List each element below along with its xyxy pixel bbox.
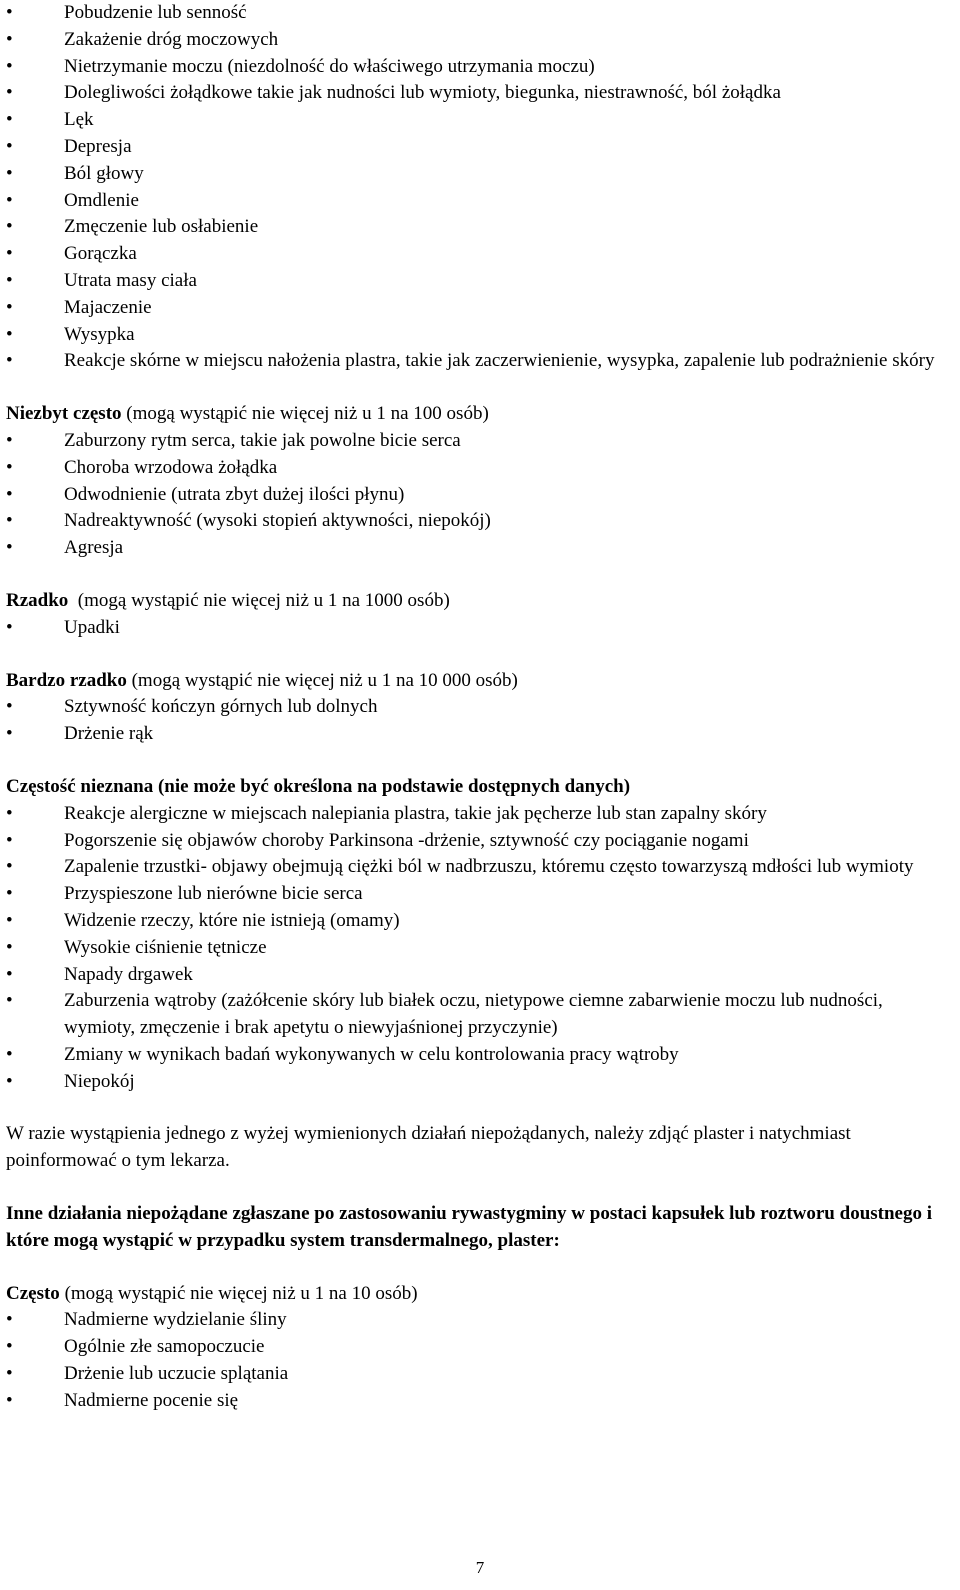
list-common	[6, 1307, 954, 1414]
bullet-icon: •	[6, 936, 13, 958]
warning-paragraph: W razie wystąpienia jednego z wyżej wymienionych działań niepożądanych, należy zdjąć plaster i natychmiast poinformować o tym lekarza.	[6, 1123, 851, 1172]
bullet-icon: •	[6, 350, 13, 372]
list-unknown	[6, 801, 954, 1096]
list-item	[6, 962, 954, 989]
list-item	[6, 508, 954, 535]
bullet-icon: •	[6, 829, 13, 851]
list-item-text: Ogólnie złe samopoczucie	[64, 1336, 265, 1358]
bullet-icon: •	[6, 456, 13, 478]
bullet-icon: •	[6, 723, 13, 745]
list-item-text: Pobudzenie lub senność	[64, 2, 247, 23]
bullet-icon: •	[6, 909, 13, 931]
list-item	[6, 1361, 954, 1388]
bullet-icon: •	[6, 1309, 13, 1331]
list-item-text: Zmiany w wynikach badań wykonywanych w celu kontrolowania pracy wątroby	[64, 1043, 679, 1065]
list-item-text: Choroba wrzodowa żołądka	[64, 456, 278, 478]
list-item-text: Zapalenie trzustki- objawy obejmują ciężki ból w nadbrzuszu, któremu często towarzyszą mdłości lub wymioty	[64, 856, 914, 878]
list-item	[6, 988, 954, 1042]
bullet-icon: •	[6, 162, 13, 184]
bullet-icon: •	[6, 135, 13, 157]
list-item	[6, 721, 954, 748]
list-very-rare	[6, 694, 954, 748]
list-item-text: Reakcje skórne w miejscu nałożenia plastra, takie jak zaczerwienienie, wysypka, zapalenie lub podrażnienie skóry	[64, 350, 935, 372]
bullet-icon: •	[6, 802, 13, 824]
bullet-icon: •	[6, 1070, 13, 1092]
list-item-text: Sztywność kończyn górnych lub dolnych	[64, 696, 378, 718]
bullet-icon: •	[6, 537, 13, 559]
list-item-text: Zaburzenia wątroby (zażółcenie skóry lub białek oczu, nietypowe ciemne zabarwienie moczu lub nudności, wymioty, zmęczenie i brak apetytu o niewyjaśnionej przyczynie)	[64, 990, 883, 1039]
list-item	[6, 0, 954, 27]
page-number: 7	[475, 1558, 485, 1577]
list-item	[6, 80, 954, 107]
list-item	[6, 1042, 954, 1069]
list-item	[6, 535, 954, 562]
bullet-icon: •	[6, 696, 13, 718]
bullet-icon: •	[6, 1363, 13, 1385]
document-body	[6, 0, 954, 1415]
list-item-text: Dolegliwości żołądkowe takie jak nudności lub wymioty, biegunka, niestrawność, ból żołądka	[64, 82, 781, 104]
list-item	[6, 161, 954, 188]
list-item	[6, 268, 954, 295]
list-item	[6, 1334, 954, 1361]
list-item-text: Upadki	[64, 616, 120, 638]
list-item-text: Przyspieszone lub nierówne bicie serca	[64, 883, 363, 905]
list-item	[6, 295, 954, 322]
list-item-text: Zaburzony rytm serca, takie jak powolne bicie serca	[64, 429, 461, 451]
list-item	[6, 801, 954, 828]
list-item	[6, 455, 954, 482]
list-item	[6, 54, 954, 81]
bullet-icon: •	[6, 323, 13, 345]
list-item-text: Nadmierne wydzielanie śliny	[64, 1309, 287, 1331]
list-item	[6, 348, 954, 375]
list-item-text: Depresja	[64, 135, 132, 157]
list-item	[6, 27, 954, 54]
list-rare	[6, 615, 954, 642]
bullet-icon: •	[6, 269, 13, 291]
heading-unknown: Częstość nieznana (nie może być określona na podstawie dostępnych danych)	[6, 775, 631, 797]
bullet-icon: •	[6, 1336, 13, 1358]
list-item	[6, 694, 954, 721]
bullet-icon: •	[6, 28, 13, 50]
bullet-icon: •	[6, 296, 13, 318]
list-uncommon	[6, 428, 954, 562]
list-item-text: Utrata masy ciała	[64, 269, 197, 291]
bullet-icon: •	[6, 883, 13, 905]
list-item	[6, 214, 954, 241]
bullet-icon: •	[6, 55, 13, 77]
list-item-text: Agresja	[64, 537, 124, 559]
bullet-icon: •	[6, 510, 13, 532]
list-item-text: Nadreaktywność (wysoki stopień aktywności, niepokój)	[64, 510, 491, 532]
bullet-icon: •	[6, 82, 13, 104]
list-item-text: Zakażenie dróg moczowych	[64, 28, 279, 50]
bullet-icon: •	[6, 616, 13, 638]
list-item-text: Drżenie rąk	[64, 723, 154, 745]
bullet-icon: •	[6, 109, 13, 131]
heading-very-rare: Bardzo rzadko (mogą wystąpić nie więcej niż u 1 na 10 000 osób)	[6, 669, 518, 691]
list-item-text: Nietrzymanie moczu (niezdolność do właściwego utrzymania moczu)	[64, 55, 595, 77]
bullet-icon: •	[6, 963, 13, 985]
list-item	[6, 1388, 954, 1415]
list-item-text: Majaczenie	[64, 296, 152, 318]
bullet-icon: •	[6, 429, 13, 451]
list-top	[6, 0, 954, 375]
heading-common: Często (mogą wystąpić nie więcej niż u 1 na 10 osób)	[6, 1282, 418, 1304]
list-item-text: Omdlenie	[64, 189, 139, 211]
list-item	[6, 482, 954, 509]
bullet-icon: •	[6, 1043, 13, 1065]
bullet-icon: •	[6, 189, 13, 211]
list-item	[6, 107, 954, 134]
heading-rare: Rzadko (mogą wystąpić nie więcej niż u 1 na 1000 osób)	[6, 589, 450, 611]
heading-uncommon: Niezbyt często (mogą wystąpić nie więcej niż u 1 na 100 osób)	[6, 403, 489, 425]
list-item-text: Nadmierne pocenie się	[64, 1389, 239, 1411]
list-item-text: Gorączka	[64, 243, 137, 265]
list-item	[6, 134, 954, 161]
list-item	[6, 1069, 954, 1096]
list-item-text: Zmęczenie lub osłabienie	[64, 216, 259, 238]
list-item	[6, 881, 954, 908]
bullet-icon: •	[6, 856, 13, 878]
bullet-icon: •	[6, 990, 13, 1012]
list-item-text: Niepokój	[64, 1070, 135, 1092]
list-item	[6, 908, 954, 935]
list-item-text: Odwodnienie (utrata zbyt dużej ilości płynu)	[64, 483, 405, 505]
list-item	[6, 615, 954, 642]
list-item	[6, 854, 954, 881]
list-item	[6, 322, 954, 349]
list-item-text: Napady drgawek	[64, 963, 193, 985]
list-item	[6, 428, 954, 455]
list-item-text: Widzenie rzeczy, które nie istnieją (omamy)	[64, 909, 400, 931]
list-item-text: Wysokie ciśnienie tętnicze	[64, 936, 267, 958]
list-item-text: Pogorszenie się objawów choroby Parkinsona -drżenie, sztywność czy pociąganie nogami	[64, 829, 749, 851]
list-item-text: Reakcje alergiczne w miejscach nalepiania plastra, takie jak pęcherze lub stan zapalny skóry	[64, 802, 767, 824]
list-item	[6, 828, 954, 855]
list-item	[6, 935, 954, 962]
list-item-text: Wysypka	[64, 323, 135, 345]
list-item-text: Ból głowy	[64, 162, 144, 184]
bullet-icon: •	[6, 1389, 13, 1411]
bullet-icon: •	[6, 2, 13, 23]
other-effects-heading: Inne działania niepożądane zgłaszane po zastosowaniu rywastygminy w postaci kapsułek lub roztworu doustnego i które mogą wystąpić w przypadku system transdermalnego, plaster:	[6, 1203, 933, 1251]
bullet-icon: •	[6, 483, 13, 505]
bullet-icon: •	[6, 243, 13, 265]
list-item-text: Lęk	[64, 109, 94, 131]
bullet-icon: •	[6, 216, 13, 238]
list-item	[6, 188, 954, 215]
list-item-text: Drżenie lub uczucie splątania	[64, 1363, 289, 1385]
list-item	[6, 1307, 954, 1334]
list-item	[6, 241, 954, 268]
